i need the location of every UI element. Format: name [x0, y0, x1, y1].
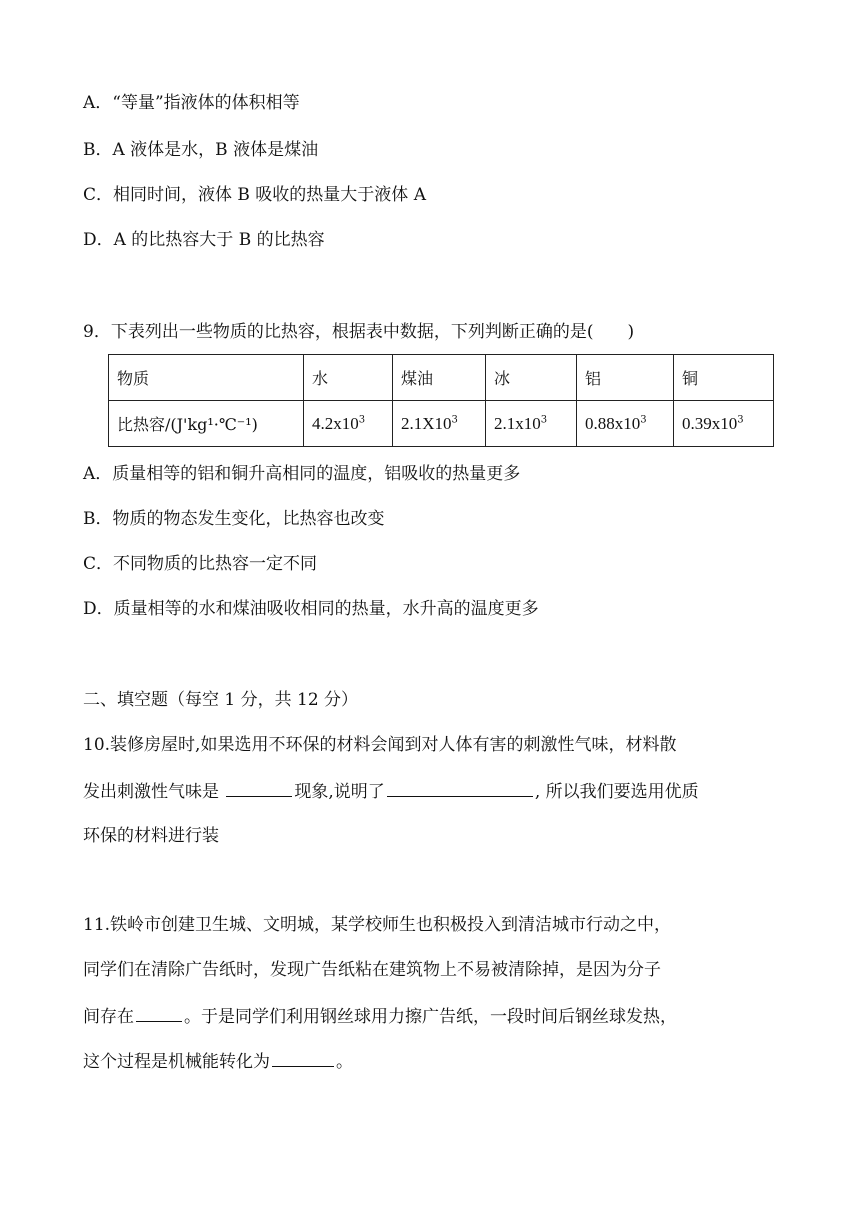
table-cell	[486, 401, 577, 447]
table-header-row	[109, 355, 774, 401]
table-cell	[674, 401, 774, 447]
q8-option-b: B．A 液体是水，B 液体是煤油	[83, 140, 319, 160]
value-base: 2.1X10	[401, 413, 452, 433]
q9-option-d: D．质量相等的水和煤油吸收相同的热量，水升高的温度更多	[83, 599, 539, 619]
table-cell: 铜	[674, 355, 774, 401]
table-cell	[393, 401, 486, 447]
q10-line-2	[83, 778, 699, 804]
table-cell	[304, 401, 393, 447]
answer-blank[interactable]	[387, 778, 533, 797]
table-cell: 水	[304, 355, 393, 401]
table-cell: 冰	[486, 355, 577, 401]
q9-option-c: C．不同物质的比热容一定不同	[83, 554, 318, 574]
q10-line-3: 环保的材料进行装	[83, 826, 219, 846]
q10-text: , 所以我们要选用优质	[534, 782, 699, 802]
q10-text: 发出刺激性气味是	[83, 782, 225, 802]
section-heading: 二、填空题（每空 1 分，共 12 分）	[83, 690, 359, 710]
q8-option-d: D．A 的比热容大于 B 的比热容	[83, 230, 325, 250]
value-base: 4.2x10	[312, 413, 359, 433]
value-exponent: 3	[737, 414, 744, 426]
answer-blank[interactable]	[226, 778, 292, 797]
table-cell	[577, 401, 674, 447]
q9-option-a: A．质量相等的铝和铜升高相同的温度，铝吸收的热量更多	[83, 464, 521, 484]
q11-line-2: 同学们在清除广告纸时，发现广告纸粘在建筑物上不易被清除掉，是因为分子	[83, 960, 661, 980]
value-exponent: 3	[640, 414, 647, 426]
q8-option-a: A．“等量”指液体的体积相等	[83, 93, 300, 113]
q11-text: 。于是同学们利用钢丝球用力擦广告纸，一段时间后钢丝球发热，	[184, 1007, 677, 1027]
q10-line-1: 10.装修房屋时,如果选用不环保的材料会闻到对人体有害的刺激性气味，材料散	[83, 735, 677, 755]
q8-option-c: C．相同时间，液体 B 吸收的热量大于液体 A	[83, 185, 426, 205]
specific-heat-table	[108, 354, 774, 447]
q11-text: 。	[336, 1052, 353, 1072]
q9-stem: 9．下表列出一些物质的比热容，根据表中数据，下列判断正确的是( )	[83, 322, 635, 342]
q9-option-b: B．物质的物态发生变化，比热容也改变	[83, 509, 385, 529]
q11-line-1: 11.铁岭市创建卫生城、文明城，某学校师生也积极投入到清洁城市行动之中，	[83, 915, 672, 935]
table-cell: 煤油	[393, 355, 486, 401]
table-cell: 物质	[109, 355, 304, 401]
q11-text: 这个过程是机械能转化为	[83, 1052, 270, 1072]
table-row-label: 比热容/(J'kg¹·℃⁻¹)	[109, 401, 304, 447]
table-cell: 铝	[577, 355, 674, 401]
q11-line-4	[83, 1048, 353, 1074]
q11-line-3	[83, 1003, 677, 1029]
table-row	[109, 401, 774, 447]
value-base: 0.88x10	[585, 413, 641, 433]
value-base: 0.39x10	[682, 413, 738, 433]
answer-blank[interactable]	[272, 1048, 334, 1067]
value-exponent: 3	[358, 414, 366, 426]
q11-text: 间存在	[83, 1007, 134, 1027]
value-base: 2.1x10	[494, 413, 541, 433]
value-exponent: 3	[451, 414, 458, 426]
q10-text: 现象,说明了	[294, 782, 385, 802]
answer-blank[interactable]	[136, 1003, 182, 1022]
value-exponent: 3	[540, 414, 548, 426]
